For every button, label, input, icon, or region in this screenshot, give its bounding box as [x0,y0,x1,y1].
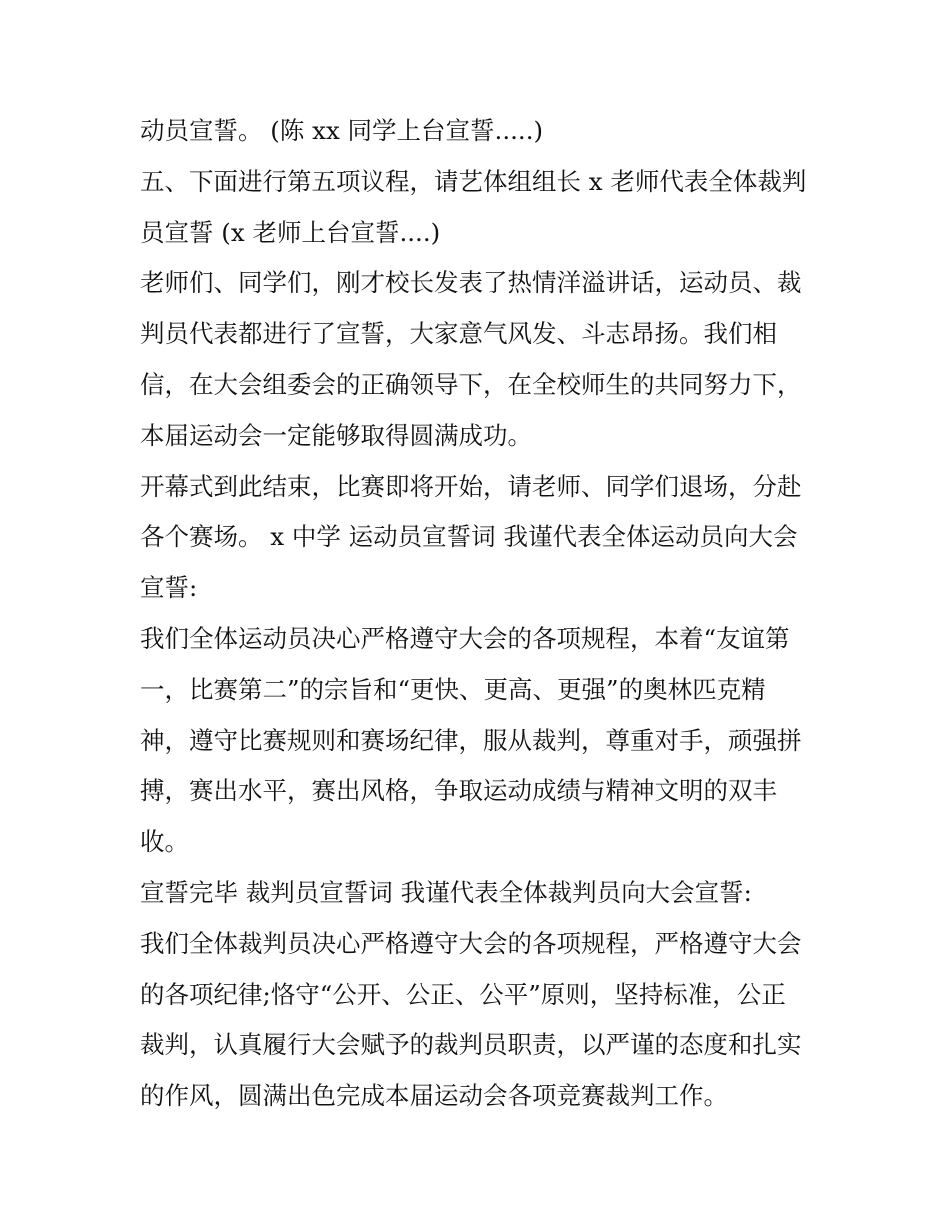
text-line: 我们全体裁判员决心严格遵守大会的各项规程，严格遵守大会 [140,928,802,958]
text-line: 一，比赛第二”的宗旨和“更快、更高、更强”的奥林匹克精 [140,674,766,704]
text-line: 搏，赛出水平，赛出风格，争取运动成绩与精神文明的双丰 [140,776,777,806]
text-line: 的作风，圆满出色完成本届运动会各项竞赛裁判工作。 [140,1081,728,1111]
text-line: 本届运动会一定能够取得圆满成功。 [140,420,532,450]
text-line: 信，在大会组委会的正确领导下，在全校师生的共同努力下， [140,369,802,399]
text-line: 动员宣誓。 (陈 xx 同学上台宣誓.....) [140,116,544,145]
document-body [140,106,820,1122]
text-line: 裁判，认真履行大会赋予的裁判员职责，以严谨的态度和扎实 [140,1030,802,1060]
text-line: 神，遵守比赛规则和赛场纪律，服从裁判，尊重对手，顽强拼 [140,725,802,755]
text-line: 各个赛场。 x 中学 运动员宣誓词 我谨代表全体运动员向大会 [140,522,798,552]
text-line: 老师们、同学们，刚才校长发表了热情洋溢讲话，运动员、裁 [140,268,802,298]
text-line: 我们全体运动员决心严格遵守大会的各项规程，本着“友谊第 [140,623,790,653]
text-line: 的各项纪律;恪守“公开、公正、公平”原则，坚持标准，公正 [140,979,786,1009]
text-line: 收。 [140,827,189,857]
text-line: 开幕式到此结束，比赛即将开始，请老师、同学们退场，分赴 [140,471,802,501]
text-line: 员宣誓 (x 老师上台宣誓....) [140,217,441,247]
text-line: 五、下面进行第五项议程，请艺体组组长 x 老师代表全体裁判 [140,166,807,196]
text-line: 宣誓: [140,573,198,603]
text-line: 判员代表都进行了宣誓，大家意气风发、斗志昂扬。我们相 [140,319,777,349]
text-line: 宣誓完毕 裁判员宣誓词 我谨代表全体裁判员向大会宣誓: [140,877,752,907]
